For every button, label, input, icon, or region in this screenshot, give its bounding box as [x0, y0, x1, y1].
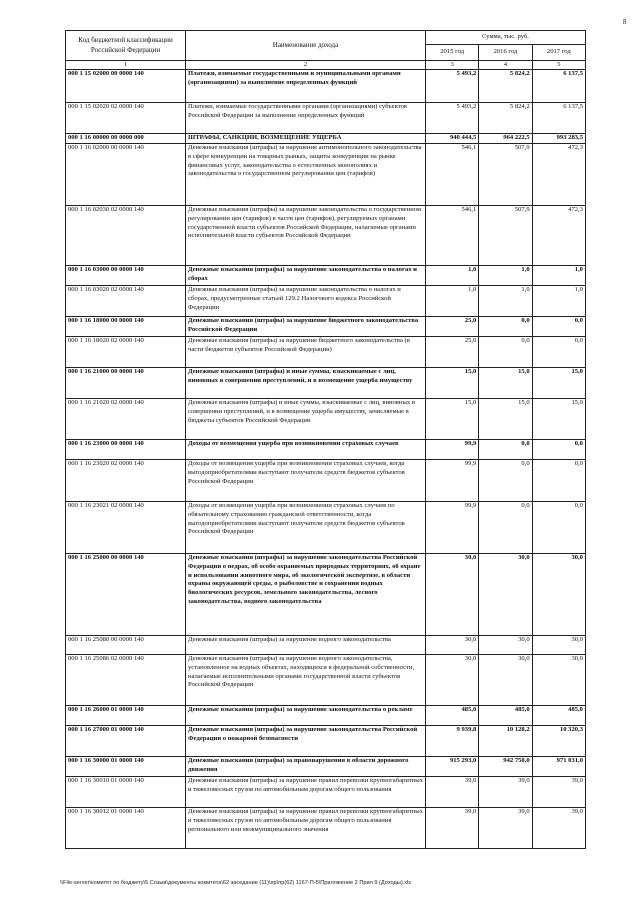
value-2017: 993 283,5	[532, 134, 585, 144]
row-name: Денежные взыскания (штрафы) и иные суммы, взыскиваемые с лиц, виновных в совершении преступлений, и в возмещение ущерба имуществу, зачисляемые в бюджеты субъектов Российской Федерации	[186, 399, 426, 440]
row-code: 000 1 16 02030 02 0000 140	[66, 206, 186, 266]
row-name: Денежные взыскания (штрафы) за нарушение антимонопольного законодательства в сфере конкуренции на товарных рынках, защиты конкуренции на рынке финансовых услуг, законодательства о естественных монополиях и законодательства о государственном регулировании цен (тарифов)	[186, 144, 426, 206]
table-row	[66, 554, 586, 636]
row-name: Доходы от возмещения ущерба при возникновении страховых случаев по обязательному страхованию гражданской ответственности, когда выгодоприобретателями выступают получатели средств бюджетов субъектов Российской Федерации	[186, 502, 426, 554]
table-row	[66, 460, 586, 502]
value-2017: 6 137,5	[532, 103, 585, 134]
table-row	[66, 502, 586, 554]
value-2017: 0,0	[532, 337, 585, 368]
value-2016: 0,0	[479, 502, 532, 554]
value-2015: 39,0	[426, 777, 479, 808]
value-2015: 99,9	[426, 440, 479, 460]
row-code: 000 1 16 18020 02 0000 140	[66, 337, 186, 368]
value-2017: 39,0	[532, 808, 585, 849]
value-2017: 15,0	[532, 399, 585, 440]
column-index: 4	[479, 61, 532, 70]
value-2016: 15,0	[479, 399, 532, 440]
value-2015: 25,0	[426, 317, 479, 337]
table-row	[66, 368, 586, 399]
value-2015: 39,0	[426, 808, 479, 849]
value-2017: 0,0	[532, 317, 585, 337]
value-2016: 39,0	[479, 777, 532, 808]
value-2016: 0,0	[479, 337, 532, 368]
value-2017: 1,0	[532, 286, 585, 317]
value-2015: 30,0	[426, 636, 479, 655]
row-code: 000 1 16 25080 00 0000 140	[66, 636, 186, 655]
row-name: Денежные взыскания (штрафы) за нарушение водного законодательства	[186, 636, 426, 655]
column-index-row	[66, 61, 586, 70]
row-code: 000 1 16 00000 00 0000 000	[66, 134, 186, 144]
value-2017: 30,0	[532, 655, 585, 706]
value-2016: 507,9	[479, 206, 532, 266]
row-name: Платежи, взимаемые государственными органами (организациями) субъектов Российской Федерации за выполнение определенных функций	[186, 103, 426, 134]
value-2016: 5 824,2	[479, 70, 532, 103]
value-2017: 39,0	[532, 777, 585, 808]
table-row	[66, 70, 586, 103]
value-2015: 30,0	[426, 554, 479, 636]
table-row	[66, 636, 586, 655]
header-year-2015: 2015 год	[426, 45, 479, 61]
row-code: 000 1 16 21000 00 0000 140	[66, 368, 186, 399]
value-2017: 15,0	[532, 368, 585, 399]
value-2015: 99,9	[426, 460, 479, 502]
value-2016: 0,0	[479, 440, 532, 460]
row-name: ШТРАФЫ, САНКЦИИ, ВОЗМЕЩЕНИЕ УЩЕРБА	[186, 134, 426, 144]
table-row	[66, 337, 586, 368]
value-2016: 39,0	[479, 808, 532, 849]
table-row	[66, 103, 586, 134]
table-row	[66, 134, 586, 144]
value-2016: 942 750,0	[479, 757, 532, 777]
table-row	[66, 808, 586, 849]
value-2016: 10 128,2	[479, 726, 532, 757]
row-name: Денежные взыскания (штрафы) за нарушение водного законодательства, установленное на водных объектах, находящихся в федеральной собственности, налагаемые исполнительными органами государственной власти субъектов Российской Федерации	[186, 655, 426, 706]
value-2017: 0,0	[532, 440, 585, 460]
row-code: 000 1 16 25086 02 0000 140	[66, 655, 186, 706]
value-2015: 546,1	[426, 206, 479, 266]
row-code: 000 1 16 27000 01 0000 140	[66, 726, 186, 757]
row-code: 000 1 16 30000 01 0000 140	[66, 757, 186, 777]
value-2016: 0,0	[479, 460, 532, 502]
value-2017: 472,3	[532, 206, 585, 266]
value-2016: 485,0	[479, 706, 532, 726]
row-name: Денежные взыскания (штрафы) за нарушение законодательства о налогах и сборах, предусмотренные статьей 129.2 Налогового кодекса Российской Федерации	[186, 286, 426, 317]
file-path-footer: \\File-server\комитет по бюджету\5 Созыв\документы комитета\62 заседание (11)\пр\пр(62) 1167-П-5\Приложение 2 Прил 9 (Доходы).xls	[60, 880, 412, 886]
value-2015: 1,0	[426, 286, 479, 317]
row-code: 000 1 16 25000 00 0000 140	[66, 554, 186, 636]
header-year-2016: 2016 год	[479, 45, 532, 61]
value-2015: 30,0	[426, 655, 479, 706]
value-2015: 25,0	[426, 337, 479, 368]
row-code: 000 1 16 23021 02 0000 140	[66, 502, 186, 554]
row-code: 000 1 16 02000 00 0000 140	[66, 144, 186, 206]
value-2015: 15,0	[426, 368, 479, 399]
row-code: 000 1 16 30010 01 0000 140	[66, 777, 186, 808]
value-2015: 5 493,2	[426, 70, 479, 103]
row-code: 000 1 16 18000 00 0000 140	[66, 317, 186, 337]
value-2017: 0,0	[532, 460, 585, 502]
value-2017: 0,0	[532, 502, 585, 554]
value-2016: 0,0	[479, 317, 532, 337]
row-name: Доходы от возмещения ущерба при возникновении страховых случаев, когда выгодоприобретателями выступают получатели средств бюджетов субъектов Российской Федерации	[186, 460, 426, 502]
value-2015: 915 293,0	[426, 757, 479, 777]
value-2017: 30,0	[532, 636, 585, 655]
header-name: Наименование дохода	[186, 31, 426, 61]
table-row	[66, 266, 586, 286]
row-code: 000 1 16 30012 01 0000 140	[66, 808, 186, 849]
row-code: 000 1 15 02000 00 0000 140	[66, 70, 186, 103]
value-2017: 1,0	[532, 266, 585, 286]
value-2017: 485,0	[532, 706, 585, 726]
row-name: Платежи, взимаемые государственными и муниципальными органами (организациями) за выполнение определенных функций	[186, 70, 426, 103]
row-code: 000 1 16 03020 02 0000 140	[66, 286, 186, 317]
column-index: 5	[532, 61, 585, 70]
row-name: Денежные взыскания (штрафы) за нарушение бюджетного законодательства (в части бюджетов субъектов Российской Федерации)	[186, 337, 426, 368]
column-index: 1	[66, 61, 186, 70]
row-name: Денежные взыскания (штрафы) за нарушение законодательства Российской Федерации о пожарной безопасности	[186, 726, 426, 757]
value-2016: 964 222,5	[479, 134, 532, 144]
value-2015: 99,9	[426, 502, 479, 554]
table-row	[66, 286, 586, 317]
row-name: Денежные взыскания (штрафы) и иные суммы, взыскиваемые с лиц, виновных в совершении преступлений, и в возмещение ущерба имуществу	[186, 368, 426, 399]
value-2015: 1,0	[426, 266, 479, 286]
value-2015: 940 444,5	[426, 134, 479, 144]
row-name: Денежные взыскания (штрафы) за нарушение законодательства о рекламе	[186, 706, 426, 726]
table-row	[66, 726, 586, 757]
header-code: Код бюджетной классификации Российской Федерации	[66, 31, 186, 61]
value-2016: 1,0	[479, 266, 532, 286]
row-name: Денежные взыскания (штрафы) за нарушение правил перевозки крупногабаритных и тяжеловесных грузов по автомобильным дорогам общего пользования регионального или межмуниципального значения	[186, 808, 426, 849]
value-2017: 6 137,5	[532, 70, 585, 103]
value-2017: 971 031,0	[532, 757, 585, 777]
table-row	[66, 706, 586, 726]
row-code: 000 1 16 03000 00 0000 140	[66, 266, 186, 286]
column-index: 2	[186, 61, 426, 70]
table-row	[66, 440, 586, 460]
row-name: Денежные взыскания (штрафы) за правонарушения в области дорожного движения	[186, 757, 426, 777]
table-row	[66, 757, 586, 777]
row-code: 000 1 16 23020 02 0000 140	[66, 460, 186, 502]
value-2017: 10 320,3	[532, 726, 585, 757]
value-2015: 5 493,2	[426, 103, 479, 134]
value-2016: 15,0	[479, 368, 532, 399]
table-row	[66, 777, 586, 808]
value-2016: 30,0	[479, 655, 532, 706]
value-2015: 15,0	[426, 399, 479, 440]
column-index: 3	[426, 61, 479, 70]
revenue-table	[65, 30, 586, 849]
value-2015: 485,0	[426, 706, 479, 726]
table-row	[66, 655, 586, 706]
row-name: Денежные взыскания (штрафы) за нарушение правил перевозки крупногабаритных и тяжеловесных грузов по автомобильным дорогам общего пользования	[186, 777, 426, 808]
header-year-2017: 2017 год	[532, 45, 585, 61]
value-2017: 30,0	[532, 554, 585, 636]
table-row	[66, 206, 586, 266]
table-row	[66, 317, 586, 337]
row-name: Доходы от возмещения ущерба при возникновении страховых случаев	[186, 440, 426, 460]
row-name: Денежные взыскания (штрафы) за нарушение бюджетного законодательства Российской Федерации	[186, 317, 426, 337]
page-number: 8	[623, 18, 627, 26]
table-row	[66, 144, 586, 206]
row-name: Денежные взыскания (штрафы) за нарушение законодательства Российской Федерации о недрах, об особо охраняемых природных территориях, об охране и использовании животного мира, об экологической экспертизе, в области охраны окружающей среды, о рыболовстве и сохранении водных биологических ресурсов, земельного законодательства, лесного законодательства, водного законодательства	[186, 554, 426, 636]
row-name: Денежные взыскания (штрафы) за нарушение законодательства о государственном регулировании цен (тарифов) в части цен (тарифов), регулируемых органами государственной власти субъектов Российской Федерации, налагаемые органами исполнительной власти субъектов Российской Федерации	[186, 206, 426, 266]
row-code: 000 1 15 02020 02 0000 140	[66, 103, 186, 134]
value-2016: 5 824,2	[479, 103, 532, 134]
value-2016: 507,9	[479, 144, 532, 206]
row-code: 000 1 16 21020 02 0000 140	[66, 399, 186, 440]
value-2016: 1,0	[479, 286, 532, 317]
value-2016: 30,0	[479, 554, 532, 636]
row-name: Денежные взыскания (штрафы) за нарушение законодательства о налогах и сборах	[186, 266, 426, 286]
row-code: 000 1 16 23000 00 0000 140	[66, 440, 186, 460]
value-2016: 30,0	[479, 636, 532, 655]
value-2015: 9 939,8	[426, 726, 479, 757]
value-2015: 546,1	[426, 144, 479, 206]
value-2017: 472,3	[532, 144, 585, 206]
header-sum: Сумма, тыс. руб.	[426, 31, 586, 45]
row-code: 000 1 16 26000 01 0000 140	[66, 706, 186, 726]
table-row	[66, 399, 586, 440]
